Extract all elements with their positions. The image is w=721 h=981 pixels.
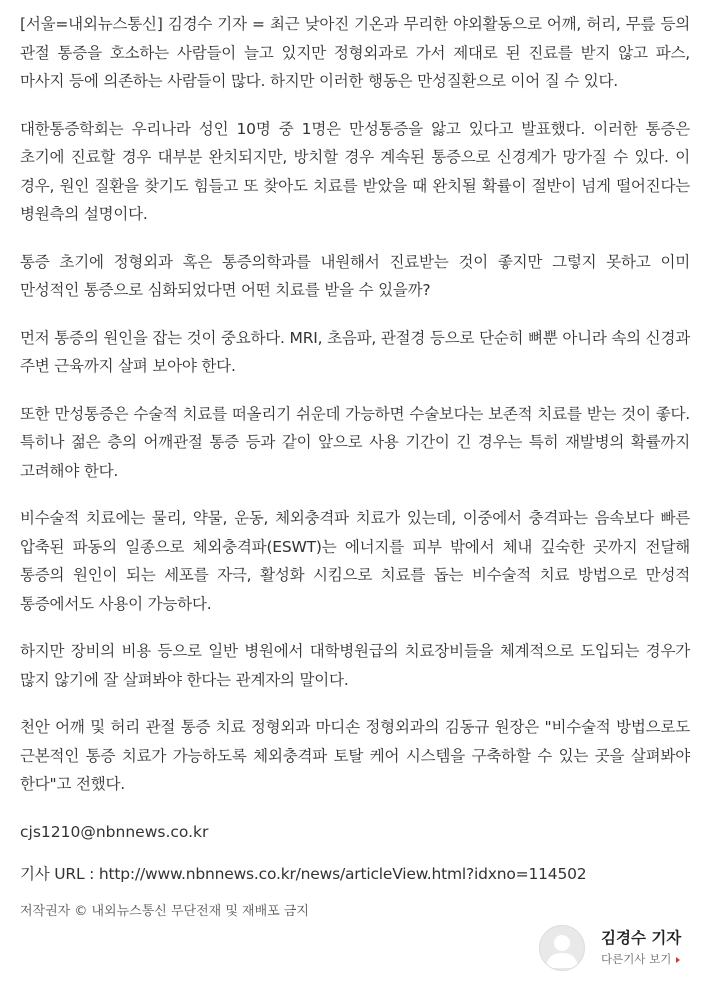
reporter-email: cjs1210@nbnnews.co.kr bbox=[20, 822, 209, 841]
user-silhouette-icon bbox=[539, 925, 585, 971]
article-paragraph: 비수술적 치료에는 물리, 약물, 운동, 체외충격파 치료가 있는데, 이중에서 충격파는 음속보다 빠른 압축된 파동의 일종으로 체외충격파(ESWT)는 에너지를 피부 밖에서 체내 깊숙한 곳까지 전달해 통증의 원인이 되는 세포를 자극, 활성화 시킴으로 치료를 돕는 비수술적 치료 방법으로 만성적 통증에서도 사용이 가능하다. bbox=[20, 509, 690, 613]
article-paragraph: 천안 어깨 및 허리 관절 통증 치료 정형외과 마디손 정형외과의 김동규 원장은 "비수술적 방법으로도 근본적인 통증 치료가 가능하도록 체외충격파 토탈 케어 시스템을 구축하할 수 있는 곳을 살펴봐야 한다"고 전했다. bbox=[20, 718, 690, 793]
article-body bbox=[20, 10, 690, 922]
copyright-notice: 저작권자 © 내외뉴스통신 무단전재 및 재배포 금지 bbox=[20, 903, 309, 919]
reporter-name: 김경수 기자 bbox=[601, 929, 682, 947]
article-paragraph: 또한 만성통증은 수술적 치료를 떠올리기 쉬운데 가능하면 수술보다는 보존적 치료를 받는 것이 좋다. 특히나 젊은 층의 어깨관절 통증 등과 같이 앞으로 사용 기간이 긴 경우는 특히 재발병의 확률까지 고려해야 한다. bbox=[20, 404, 690, 480]
article-paragraph: 먼저 통증의 원인을 잡는 것이 중요하다. MRI, 초음파, 관절경 등으로 단순히 뼈뿐 아니라 속의 신경과 주변 근육까지 살펴 보아야 한다. bbox=[20, 328, 690, 375]
more-articles-label: 다른기사 보기 bbox=[601, 952, 672, 966]
article-paragraph: 하지만 장비의 비용 등으로 일반 병원에서 대학병원급의 치료장비들을 체계적으로 도입되는 경우가 많지 않기에 잘 살펴봐야 한다는 관계자의 말이다. bbox=[20, 642, 690, 689]
article-paragraph: 대한통증학회는 우리나라 성인 10명 중 1명은 만성통증을 앓고 있다고 발표했다. 이러한 통증은 초기에 진료할 경우 대부분 완치되지만, 방치할 경우 계속된 통증으로 신경계가 망가질 수 있다. 이 경우, 원인 질환을 찾기도 힘들고 또 찾아도 치료를 받았을 때 완치될 확률이 절반이 넘게 떨어진다는 병원측의 설명이다. bbox=[20, 119, 690, 223]
arrow-right-icon bbox=[676, 957, 680, 963]
article-paragraph: [서울=내외뉴스통신] 김경수 기자 = 최근 낮아진 기온과 무리한 야외활동으로 어깨, 허리, 무릎 등의 관절 통증을 호소하는 사람들이 늘고 있지만 정형외과로 가서 제대로 된 진료를 받지 않고 파스, 마사지 등에 의존하는 사람들이 많다. 하지만 이러한 행동은 만성질환으로 이어 질 수 있다. bbox=[20, 15, 690, 90]
reporter-byline bbox=[539, 925, 699, 971]
article-paragraph: 통증 초기에 정형외과 혹은 통증의학과를 내원해서 진료받는 것이 좋지만 그렇지 못하고 이미 만성적인 통증으로 심화되었다면 어떤 치료를 받을 수 있을까? bbox=[20, 252, 690, 299]
article-url: 기사 URL : http://www.nbnnews.co.kr/news/articleView.html?idxno=114502 bbox=[20, 864, 587, 883]
more-articles-link[interactable] bbox=[601, 951, 680, 967]
